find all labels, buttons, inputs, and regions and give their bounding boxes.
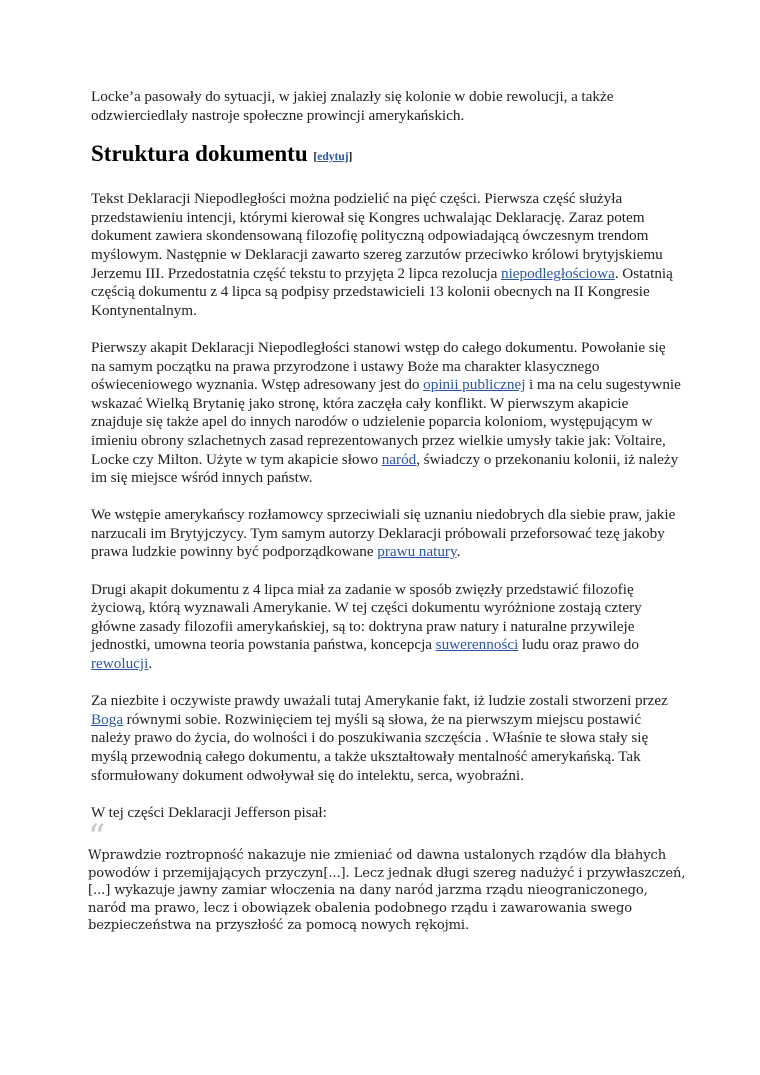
link-niepodleglosciowa[interactable]: niepodległościowa: [500, 264, 615, 282]
edit-bracket-open: [: [313, 151, 318, 164]
paragraph-intro-laws: [91, 506, 681, 562]
paragraph-text: , świadczy o przekonaniu kolonii, iż należy im się miejsce wśród innych państw.: [91, 450, 679, 487]
paragraph-text: .: [456, 543, 461, 561]
paragraph-first-section: [91, 339, 681, 488]
link-opinii-publicznej[interactable]: opinii publicznej: [423, 376, 526, 394]
paragraph-text: . Ostatnią częścią dokumentu z 4 lipca są podpisy przedstawicieli 13 kolonii obecnych na II Kongresie Kontynentalnym.: [91, 264, 673, 319]
intro-paragraph: [91, 88, 681, 125]
paragraph-jefferson-intro: [91, 804, 681, 823]
article-body: [91, 88, 681, 841]
paragraph-text: Pierwszy akapit Deklaracji Niepodległości stanowi wstęp do całego dokumentu. Powołanie się na samym początku na prawa przyrodzone i ustawy Boże ma charakter klasycznego oświeceniowego wyznania. Wstęp adresowany jest do: [91, 338, 666, 394]
quote-text: Wprawdzie roztropność nakazuje nie zmieniać od dawna ustalonych rządów dla błahych powodów i przemijających przyczyn[...]. Lecz jednak długi szereg nadużyć i przywłaszczeń, [...] wykazuje jawny zamiar włoczenia na dany naród jarzma rządu nieograniczonego, naród ma prawo, lecz i obowiązek obalenia podobnego rządu i zawarowania swego bezpieczeństwa na przyszłość za pomocą nowych rękojmi.: [88, 848, 686, 933]
section-title: Struktura dokumentu: [91, 141, 308, 167]
paragraph-text: ludu oraz prawo do: [518, 636, 639, 654]
link-boga[interactable]: Boga: [91, 710, 124, 728]
edit-section-link[interactable]: edytuj: [317, 151, 349, 164]
edit-section-wrapper: [313, 151, 352, 163]
section-heading: [91, 139, 681, 172]
paragraph-text: .: [148, 655, 153, 673]
paragraph-text: równymi sobie. Rozwinięciem tej myśli są słowa, że na pierwszym miejscu postawić należy prawo do życia, do wolności i do poszukiwania szczęścia . Właśnie te słowa stały się myślą przewodnią całego dokumentu, a także ukształtowały mentalność amerykańską. Tak sformułowany dokument odwoływał się do intelektu, serca, wyobraźni.: [91, 710, 649, 784]
edit-bracket-close: ]: [348, 151, 353, 164]
paragraph-structure: [91, 190, 681, 320]
paragraph-text: i ma na celu sugestywnie wskazać Wielką Brytanię jako stronę, która zaczęła cały konflikt. W pierwszym akapicie znajduje się także apel do innych narodów o udzielenie poparcia koloniom, występującym w imieniu obrony szlachetnych zasad reprezentowanych przez wielkie umysły takie jak: Voltaire, Locke czy Milton. Użyte w tym akapicie słowo: [91, 376, 681, 468]
paragraph-second-section: [91, 581, 681, 674]
paragraph-text: Tekst Deklaracji Niepodległości można podzielić na pięć części. Pierwsza część służyła przedstawieniu intencji, którymi kierował się Kongres uchwalając Deklarację. Zaraz potem dokument zawiera skondensowaną filozofię polityczną odpowiadającą ówczesnym trendom myślowym. Następnie w Deklaracji zawarto szereg zarzutów przeciwko królowi brytyjskiemu Jerzemu III. Przedostatnia część tekstu to przyjęta 2 lipca rezolucja: [91, 190, 663, 282]
paragraph-text: W tej części Deklaracji Jefferson pisał:: [91, 803, 327, 821]
paragraph-text: Drugi akapit dokumentu z 4 lipca miał za zadanie w sposób zwięzły przedstawić filozofię życiową, którą wyznawali Amerykanie. W tej części dokumentu wyróżnione zostają cztery główne zasady filozofii amerykańskiej, są to: doktryna praw natury i naturalne przywileje jednostki, umowna teoria powstania państwa, koncepcja: [91, 580, 642, 654]
link-rewolucji[interactable]: rewolucji: [91, 655, 149, 673]
link-prawu-natury[interactable]: prawu natury: [377, 543, 457, 561]
paragraph-text: Za niezbite i oczywiste prawdy uważali tutaj Amerykanie fakt, iż ludzie zostali stworzeni przez: [91, 692, 668, 710]
link-narod[interactable]: naród: [381, 450, 417, 468]
intro-text: Locke’a pasowały do sytuacji, w jakiej znalazły się kolonie w dobie rewolucji, a także odzwierciedlały nastroje społeczne prowincji amerykańskich.: [91, 88, 614, 124]
quote-mark-icon: “: [88, 817, 106, 857]
paragraph-text: We wstępie amerykańscy rozłamowcy sprzeciwiali się uznaniu niedobrych dla siebie praw, jakie narzucali im Brytyjczycy. Tym samym autorzy Deklaracji próbowali przeforsować tezę jakoby prawa ludzkie powinny być podporządkowane: [91, 506, 676, 561]
blockquote: [88, 847, 688, 935]
paragraph-truths: [91, 692, 681, 785]
link-suwerennosci[interactable]: suwerenności: [435, 636, 519, 654]
